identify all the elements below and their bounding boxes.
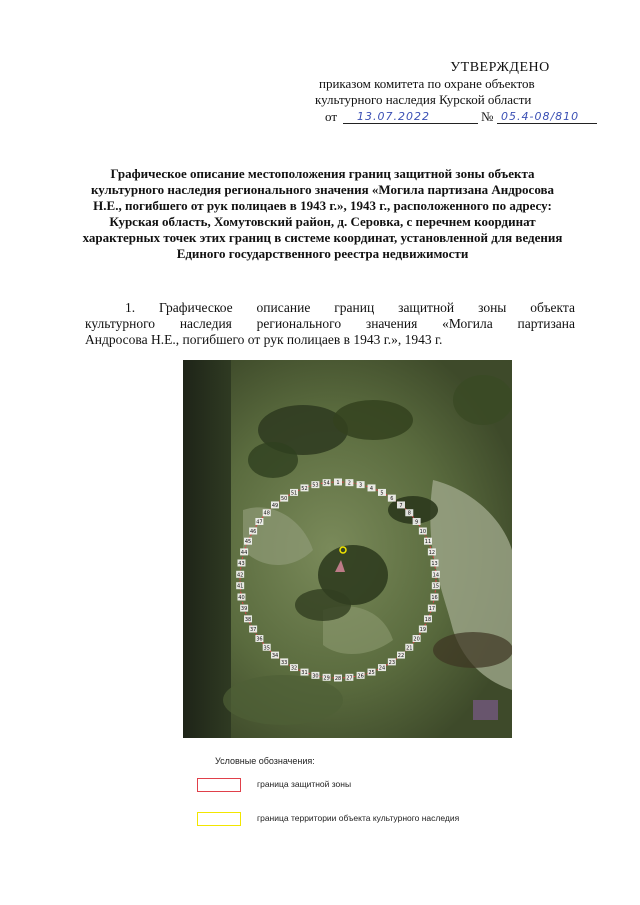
point-label: 18 — [424, 616, 432, 623]
point-label: 23 — [388, 659, 396, 666]
handwritten-date: 13.07.2022 — [357, 110, 430, 123]
point-label: 13 — [431, 560, 438, 567]
point-label: 20 — [413, 636, 420, 643]
point-label: 7 — [399, 502, 403, 509]
from-label: от — [325, 109, 338, 124]
point-label: 47 — [256, 519, 263, 526]
approval-stamp — [315, 60, 615, 127]
paragraph-line-1: 1. Графическое описание границ защитной зоны объекта — [125, 300, 575, 315]
paragraph-line-3: Андросова Н.Е., погибшего от рук полицаев в 1943 г.», 1943 г. — [85, 332, 443, 347]
number-label: № — [481, 109, 494, 124]
paragraph-line-2: культурного наследия регионального значения «Могила партизана — [85, 316, 575, 331]
point-label: 51 — [290, 490, 298, 497]
point-label: 42 — [236, 572, 244, 579]
point-label: 22 — [397, 653, 405, 660]
point-label: 33 — [280, 659, 288, 666]
point-label: 4 — [369, 485, 374, 492]
point-label: 53 — [312, 482, 319, 489]
point-label: 38 — [244, 616, 252, 623]
point-label: 5 — [380, 490, 384, 497]
point-label: 46 — [249, 529, 257, 535]
point-label: 21 — [406, 645, 413, 652]
point-label: 48 — [263, 510, 270, 517]
legend-label-protective-zone: граница защитной зоны — [257, 779, 352, 789]
approval-title: УТВЕРЖДЕНО — [450, 60, 550, 75]
point-label: 11 — [424, 539, 432, 546]
point-label: 19 — [419, 627, 427, 633]
paragraph-1 — [85, 300, 575, 348]
point-label: 28 — [334, 676, 342, 682]
approval-line-2: культурного наследия Курской области — [315, 92, 532, 107]
point-label: 54 — [323, 480, 330, 487]
point-label: 37 — [249, 627, 257, 633]
point-label: 14 — [432, 572, 440, 579]
point-label: 1 — [336, 480, 340, 486]
point-label: 44 — [240, 549, 248, 556]
point-label: 8 — [407, 510, 411, 517]
point-label: 34 — [271, 653, 279, 660]
point-label: 32 — [290, 665, 298, 672]
approval-line-1: приказом комитета по охране объектов — [319, 76, 535, 91]
point-label: 39 — [240, 606, 248, 613]
point-label: 9 — [415, 519, 419, 526]
object-territory-swatch — [197, 812, 241, 826]
point-label: 30 — [312, 673, 319, 680]
point-label: 40 — [238, 595, 245, 602]
point-label: 49 — [271, 502, 279, 509]
point-label: 29 — [323, 675, 330, 682]
legend-label-object-territory: граница территории объекта культурного наследия — [257, 813, 460, 823]
aerial-map-svg — [183, 360, 512, 738]
legend-title: Условные обозначения: — [215, 756, 315, 766]
aerial-map — [183, 360, 512, 738]
point-label: 2 — [347, 480, 351, 487]
point-label: 10 — [419, 529, 427, 535]
point-label: 45 — [244, 539, 252, 546]
point-label: 36 — [256, 636, 263, 643]
point-label: 16 — [431, 595, 438, 602]
point-label: 25 — [368, 670, 375, 677]
point-label: 24 — [378, 665, 386, 672]
point-label: 31 — [301, 670, 308, 677]
handwritten-number: 05.4-08/810 — [501, 110, 580, 123]
point-label: 3 — [359, 482, 363, 489]
approval-date-number-row — [315, 109, 615, 127]
point-label: 12 — [428, 549, 436, 556]
protective-zone-swatch — [197, 778, 241, 792]
point-label: 43 — [238, 560, 245, 567]
point-label: 6 — [390, 496, 394, 503]
point-label: 27 — [346, 675, 353, 682]
point-label: 17 — [428, 606, 436, 613]
document-heading: Графическое описание местоположения границ защитной зоны объекта культурного наследия регионального значения «Могила партизана Андросова Н.Е., погибшего от рук полицаев в 1943 г.», 1943 г., расположенного по адресу: Курская область, Хомутовский район, д. Серовка, с перечнем координат характерных точек этих границ в системе координат, установленной для ведения Единого государственного реестра недвижимости — [82, 166, 563, 261]
point-label: 35 — [263, 645, 270, 652]
point-label: 15 — [432, 583, 440, 590]
point-label: 41 — [236, 583, 244, 590]
point-label: 50 — [280, 496, 288, 503]
point-label: 26 — [357, 673, 364, 680]
point-label: 52 — [301, 485, 308, 492]
